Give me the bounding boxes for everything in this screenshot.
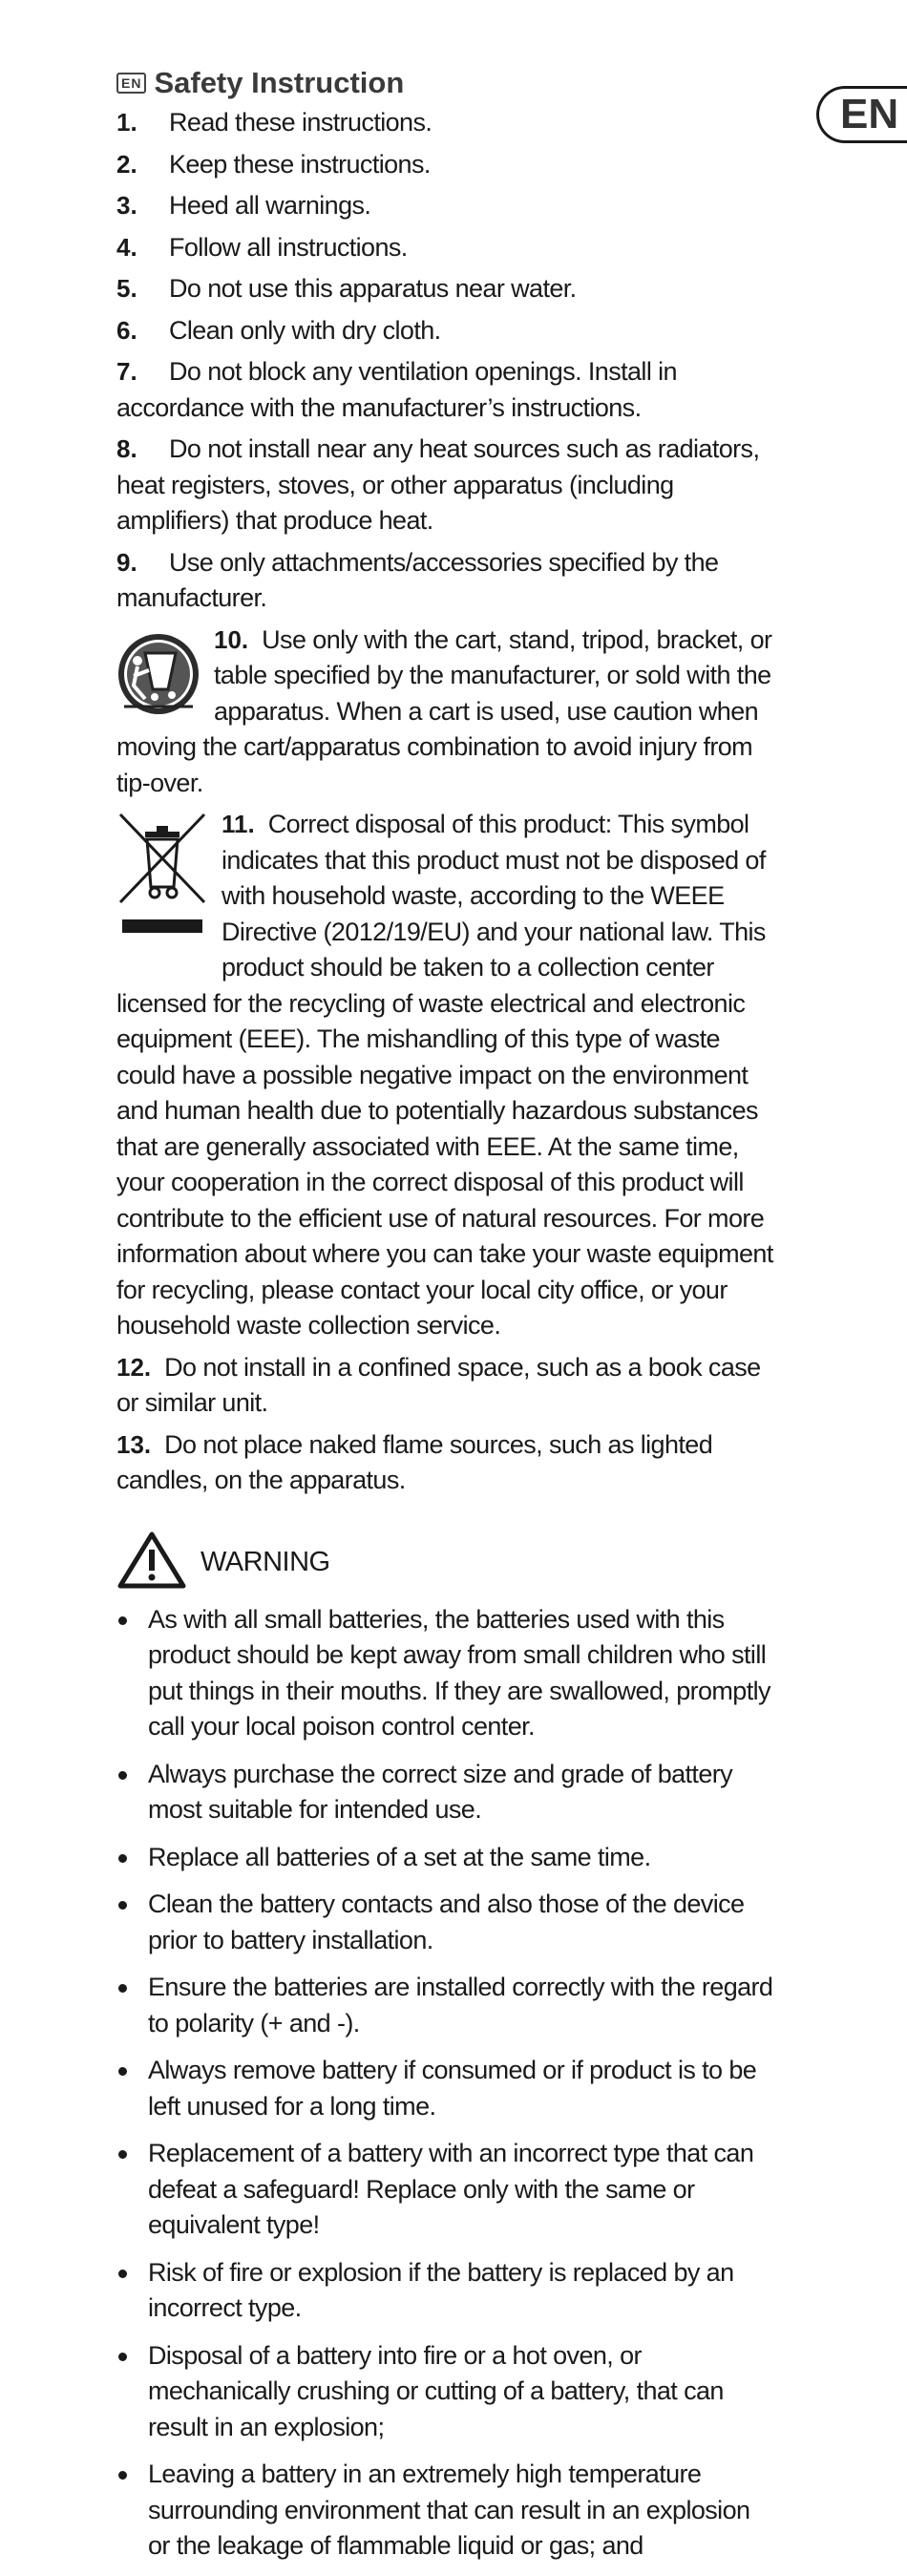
item-number: 7.	[116, 357, 137, 386]
instruction-item	[116, 147, 775, 183]
warning-item: Clean the battery contacts and also those of the device prior to battery installation.	[116, 1887, 775, 1958]
item-number: 3.	[116, 191, 137, 220]
item-text: Clean only with dry cloth.	[169, 315, 441, 345]
item-text: Correct disposal of this product: This symbol indicates that this product must not be disposed of with household waste, according to the WEEE Directive (2012/19/EU) and your national law. This product should be taken to a collection center licensed for the recycling of waste electrical and electronic equipment (EEE). The mishandling of this type of waste could have a possible negative impact on the environment and human health due to potentially hazardous substances that are generally associated with EEE. At the same time, your cooperation in the correct disposal of this product will contribute to the efficient use of natural resources. For more information about where you can take your waste equipment for recycling, please contact your local city office, or your household waste collection service.	[116, 810, 773, 1340]
instruction-item	[116, 105, 775, 141]
instruction-item	[116, 188, 775, 224]
page-title	[116, 63, 775, 103]
item-text: Do not block any ventilation openings. Install in accordance with the manufacturer’s instructions.	[116, 357, 677, 422]
item-text: Do not install near any heat sources such as radiators, heat registers, stoves, or other apparatus (including amplifiers) that produce heat.	[116, 434, 760, 535]
item-number: 11.	[221, 810, 255, 838]
warning-item: Ensure the batteries are installed correctly with the regard to polarity (+ and -).	[116, 1970, 775, 2041]
title-text: Safety Instruction	[154, 66, 405, 99]
weee-bin-icon	[116, 811, 208, 955]
instruction-item	[116, 354, 775, 426]
warning-item: Disposal of a battery into fire or a hot oven, or mechanically crushing or cutting of a battery, that can result in an explosion;	[116, 2338, 775, 2446]
instruction-list	[116, 105, 775, 1499]
item-text: Read these instructions.	[169, 108, 432, 137]
item-number: 1.	[116, 108, 137, 137]
item-number: 9.	[116, 547, 137, 577]
item-number: 6.	[116, 315, 137, 345]
instruction-item	[116, 623, 775, 802]
item-number: 13.	[116, 1429, 152, 1459]
item-text: Do not place naked flame sources, such as lighted candles, on the apparatus.	[116, 1429, 713, 1494]
warning-item: Replace all batteries of a set at the same time.	[116, 1840, 775, 1876]
warning-item: Replacement of a battery with an incorrect type that can defeat a safeguard! Replace only with the same or equivalent type!	[116, 2136, 775, 2244]
warning-item: Risk of fire or explosion if the battery is replaced by an incorrect type.	[116, 2255, 775, 2327]
safety-document	[116, 63, 775, 2576]
item-number: 10.	[214, 624, 249, 654]
item-number: 12.	[116, 1352, 152, 1382]
item-number: 8.	[116, 434, 137, 463]
item-text: Follow all instructions.	[169, 232, 408, 262]
warning-item: As with all small batteries, the batteries used with this product should be kept away from small children who still put things in their mouths. If they are swallowed, promptly call your local poison control center.	[116, 1602, 775, 1745]
item-number: 4.	[116, 232, 137, 262]
item-text: Do not install in a confined space, such as a book case or similar unit.	[116, 1352, 761, 1417]
instruction-item	[116, 807, 775, 1344]
instruction-item	[116, 1427, 775, 1499]
instruction-item	[116, 230, 775, 266]
warning-item: Leaving a battery in an extremely high temperature surrounding environment that can result in an explosion or the leakage of flammable liquid or gas; and	[116, 2457, 775, 2565]
item-number: 2.	[116, 149, 137, 179]
warning-item: Always purchase the correct size and grade of battery most suitable for intended use.	[116, 1757, 775, 1828]
item-text: Use only attachments/accessories specified by the manufacturer.	[116, 547, 719, 612]
instruction-item	[116, 313, 775, 349]
warning-list	[116, 1602, 775, 2565]
language-badge: EN	[116, 73, 146, 94]
warning-header	[116, 1531, 775, 1594]
item-number: 5.	[116, 274, 137, 303]
item-text: Do not use this apparatus near water.	[169, 274, 577, 303]
warning-item: Always remove battery if consumed or if product is to be left unused for a long time.	[116, 2053, 775, 2124]
instruction-item	[116, 545, 775, 617]
instruction-item	[116, 271, 775, 307]
language-tab: EN	[816, 86, 907, 143]
instruction-item	[116, 1350, 775, 1422]
item-text: Use only with the cart, stand, tripod, bracket, or table specified by the manufacturer, or sold with the apparatus. When a cart is used, use caution when moving the cart/apparatus combination to avoid injury from tip-over.	[116, 624, 772, 797]
warning-triangle-icon	[116, 1531, 187, 1594]
cart-warning-icon	[116, 632, 200, 727]
instruction-item	[116, 432, 775, 539]
warning-label: WARNING	[200, 1547, 330, 1577]
item-text: Heed all warnings.	[169, 191, 371, 220]
item-text: Keep these instructions.	[169, 149, 431, 179]
